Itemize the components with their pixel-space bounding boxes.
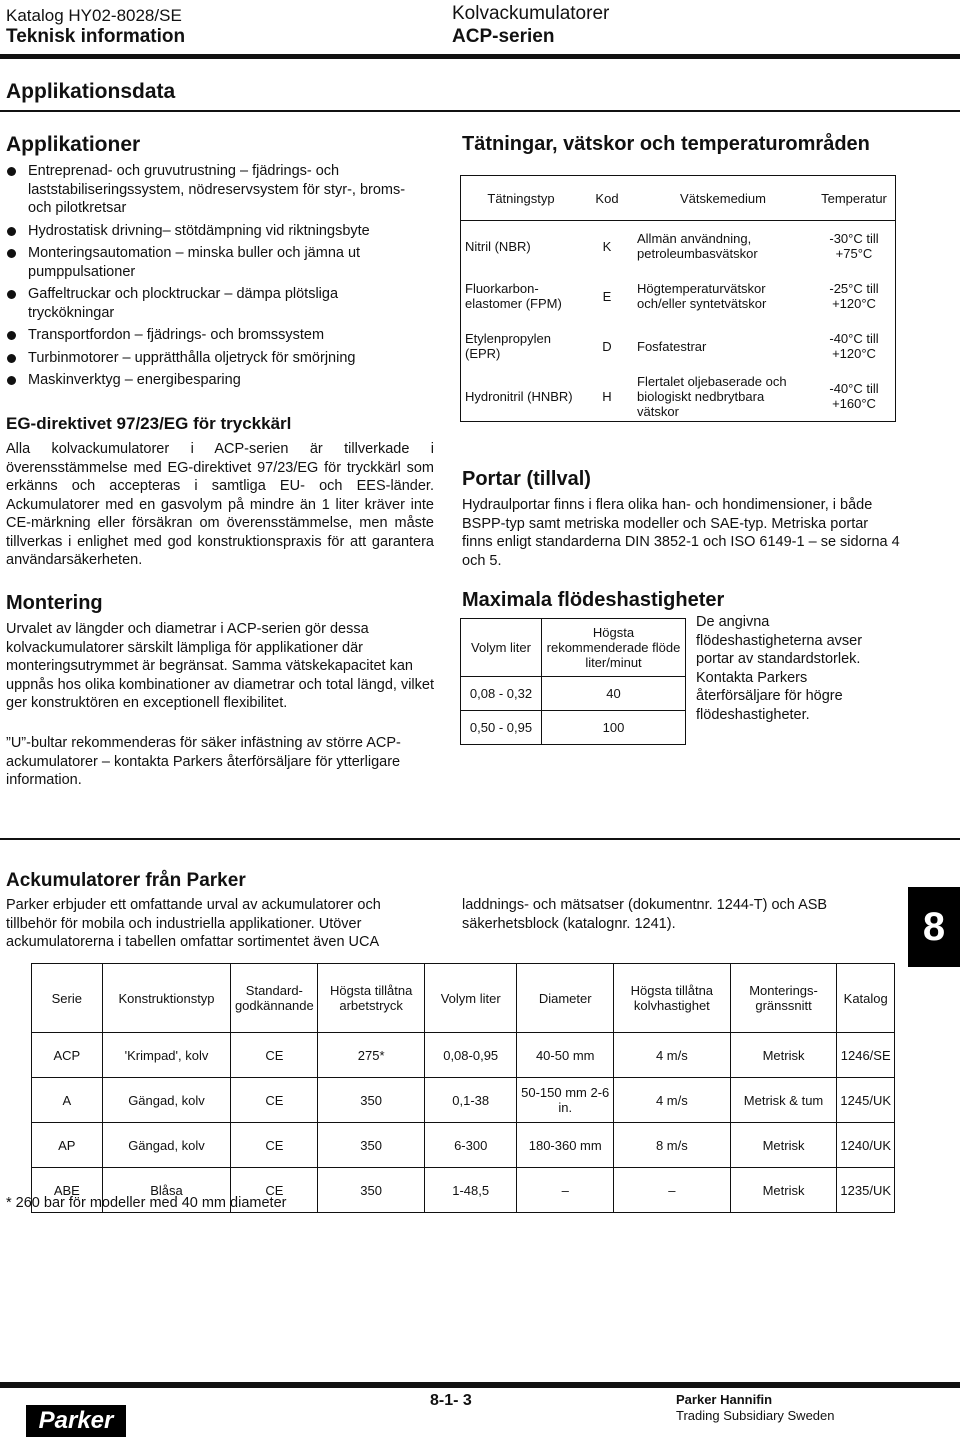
flow-table [460,618,686,745]
cell: Metrisk [730,1123,837,1168]
seal-medium: Högtemperaturvätskor och/eller syntetvätskor [637,281,767,311]
cell: 4 m/s [614,1033,731,1078]
table-row [461,221,896,272]
company-name: Parker Hannifin [676,1392,773,1407]
table-row [32,1033,895,1078]
col-header: Katalog [837,964,895,1033]
parker-logo: Parker [26,1405,126,1437]
col-header: Temperatur [813,176,896,221]
seal-code: D [602,338,612,354]
ports-text: Hydraulportar finns i flera olika han- och hondimensioner, i både BSPP-typ samt metriska modeller och SAE-typ. Metriska portar finns enligt standarderna DIN 3852-1 och ISO 6149-1 – se sidorna 4 och 5. [462,497,900,569]
cell: 275* [318,1033,425,1078]
series-title: ACP-serien [452,26,555,47]
cell: ABE [32,1168,103,1213]
flow-rate: 40 [542,677,686,711]
cell: Gängad, kolv [102,1123,231,1168]
section-tab-marker: 8 [908,887,960,967]
mounting-heading: Montering [6,592,103,614]
mounting-text: Urvalet av längder och diametrar i ACP-serien gör dessa kolvackumulatorer särskilt lämpliga för applikationer där monteringsutrymmet är begränsat. Samma vätskekapacitet kan uppnås hos olika kombinationer av diametrar och total längd, vilket ger konstruktören en exceptionell flexibilitet. [6,621,434,711]
list-item: Entreprenad- och gruvutrustning – fjädrings- och laststabiliseringssystem, nödreservsystem för styr-, broms- och pilotkretsar [6,162,426,218]
bullet-icon [7,227,16,236]
catalog-number: Katalog HY02-8028/SE [6,6,182,25]
title-rule [0,110,960,112]
cell: CE [231,1123,318,1168]
cell: 8 m/s [614,1123,731,1168]
seal-type: Etylenpropylen (EPR) [465,331,551,361]
section-title: Teknisk information [6,26,186,47]
col-header: Standard-godkännande [231,964,318,1033]
cell: 0,08-0,95 [424,1033,516,1078]
col-header: Högsta tillåtna kolvhastighet [614,964,731,1033]
cell: – [517,1168,614,1213]
flow-volume: 0,08 - 0,32 [461,677,542,711]
cell: 1240/UK [837,1123,895,1168]
seal-code: H [602,388,612,404]
flow-volume: 0,50 - 0,95 [461,711,542,745]
cell: 1245/UK [837,1078,895,1123]
cell: – [614,1168,731,1213]
applications-list [6,162,426,394]
seal-type: Hydronitril (HNBR) [465,388,573,404]
cell: CE [231,1168,318,1213]
cell: 40-50 mm [517,1033,614,1078]
table-row [461,271,896,321]
table-row [461,711,686,745]
applications-heading: Applikationer [6,133,141,156]
cell: 1246/SE [837,1033,895,1078]
seals-table [460,175,896,422]
cell: Gängad, kolv [102,1078,231,1123]
col-header: Konstruktionstyp [102,964,231,1033]
parker-text-left: Parker erbjuder ett omfattande urval av ackumulatorer och tillbehör för mobila och industriella applikationer. Utöver ackumulatorerna i tabellen omfattar sortimentet även UCA [6,897,381,950]
bullet-icon [7,331,16,340]
cell: Metrisk [730,1168,837,1213]
cell: 350 [318,1123,425,1168]
col-header: Högsta tillåtna arbetstryck [318,964,425,1033]
table-row [461,677,686,711]
table-row [32,1078,895,1123]
seal-temp: -30°C till +75°C [829,231,879,261]
parker-heading: Ackumulatorer från Parker [6,870,246,891]
directive-heading: EG-direktivet 97/23/EG för tryckkärl [6,414,292,433]
col-header: Serie [32,964,103,1033]
col-header: Volym liter [461,619,542,677]
seal-temp: -40°C till +160°C [829,381,879,411]
bullet-icon [7,376,16,385]
seals-heading: Tätningar, vätskor och temperaturområden [462,133,870,155]
col-header: Volym liter [424,964,516,1033]
list-item: Transportfordon – fjädrings- och bromssystem [6,326,426,345]
col-header: Tätningstyp [461,176,582,221]
cell: 0,1-38 [424,1078,516,1123]
col-header: Kod [581,176,633,221]
col-header: Vätskemedium [633,176,813,221]
cell: 180-360 mm [517,1123,614,1168]
seal-temp: -25°C till +120°C [829,281,879,311]
bullet-icon [7,249,16,258]
header-rule [0,54,960,59]
cell: 1-48,5 [424,1168,516,1213]
parker-text-right: laddnings- och mätsatser (dokumentnr. 1244-T) och ASB säkerhetsblock (katalognr. 1241). [462,897,828,932]
seal-temp: -40°C till +120°C [829,331,879,361]
table-row [32,1123,895,1168]
section-rule [0,838,960,840]
bullet-icon [7,290,16,299]
flow-note: De angivna flödeshastigheterna avser portar av standardstorlek. Kontakta Parkers återförsäljare för högre flödeshastigheter. [696,614,863,723]
cell: 350 [318,1168,425,1213]
directive-text: Alla kolvackumulatorer i ACP-serien är tillverkade i överensstämmelse med EG-direktivet 97/23/EG för tryckkärl som erkänns och accepteras i samtliga EU- och EES-länder. Ackumulatorer med en gasvolym på mindre än 1 liter kräver inte CE-märkning eller försäkran om överensstämmelse, men måste tillverkas i enlighet med god konstruktionspraxis för att garantera användarsäkerheten. [6,441,434,568]
col-header: Monterings-gränssnitt [730,964,837,1033]
cell: AP [32,1123,103,1168]
page-title: Applikationsdata [6,80,176,103]
products-footnote: * 260 bar för modeller med 40 mm diameter [6,1195,287,1211]
seal-type: Nitril (NBR) [465,238,531,254]
flow-rate: 100 [542,711,686,745]
seal-type: Fluorkarbon-elastomer (FPM) [465,281,562,311]
ports-heading: Portar (tillval) [462,468,591,490]
seal-code: E [602,288,612,304]
seal-medium: Allmän användning, petroleumbasvätskor [637,231,758,261]
bullet-icon [7,354,16,363]
table-row [461,371,896,422]
seal-code: K [602,238,612,254]
footer-rule [0,1382,960,1388]
table-row [461,321,896,371]
cell: 'Krimpad', kolv [102,1033,231,1078]
page-number: 8-1- 3 [430,1392,472,1409]
product-title: Kolvackumulatorer [452,3,610,24]
list-item: Gaffeltruckar och plocktruckar – dämpa plötsliga tryckökningar [6,285,426,322]
col-header: Högsta rekommenderade flöde liter/minut [542,619,686,677]
list-item: Maskinverktyg – energibesparing [6,371,426,390]
mounting-ubolt-text: ”U”-bultar rekommenderas för säker infästning av större ACP-ackumulatorer – kontakta Parkers återförsäljare för ytterligare information. [6,735,401,788]
seal-medium: Fosfatestrar [637,338,707,354]
cell: A [32,1078,103,1123]
cell: 4 m/s [614,1078,731,1123]
flow-heading: Maximala flödeshastigheter [462,589,725,611]
cell: ACP [32,1033,103,1078]
cell: 6-300 [424,1123,516,1168]
products-table [31,963,895,1213]
bullet-icon [7,167,16,176]
cell: Metrisk [730,1033,837,1078]
cell: Blåsa [102,1168,231,1213]
company-subsidiary: Trading Subsidiary Sweden [676,1408,835,1423]
cell: Metrisk & tum [730,1078,837,1123]
cell: 50-150 mm 2-6 in. [517,1078,614,1123]
cell: CE [231,1033,318,1078]
seal-medium: Flertalet oljebaserade och biologiskt nedbrytbara vätskor [637,373,787,419]
list-item: Hydrostatisk drivning– stötdämpning vid riktningsbyte [6,222,426,241]
cell: 1235/UK [837,1168,895,1213]
list-item: Turbinmotorer – upprätthålla oljetryck för smörjning [6,349,426,368]
cell: 350 [318,1078,425,1123]
cell: CE [231,1078,318,1123]
list-item: Monteringsautomation – minska buller och jämna ut pumppulsationer [6,244,426,281]
col-header: Diameter [517,964,614,1033]
